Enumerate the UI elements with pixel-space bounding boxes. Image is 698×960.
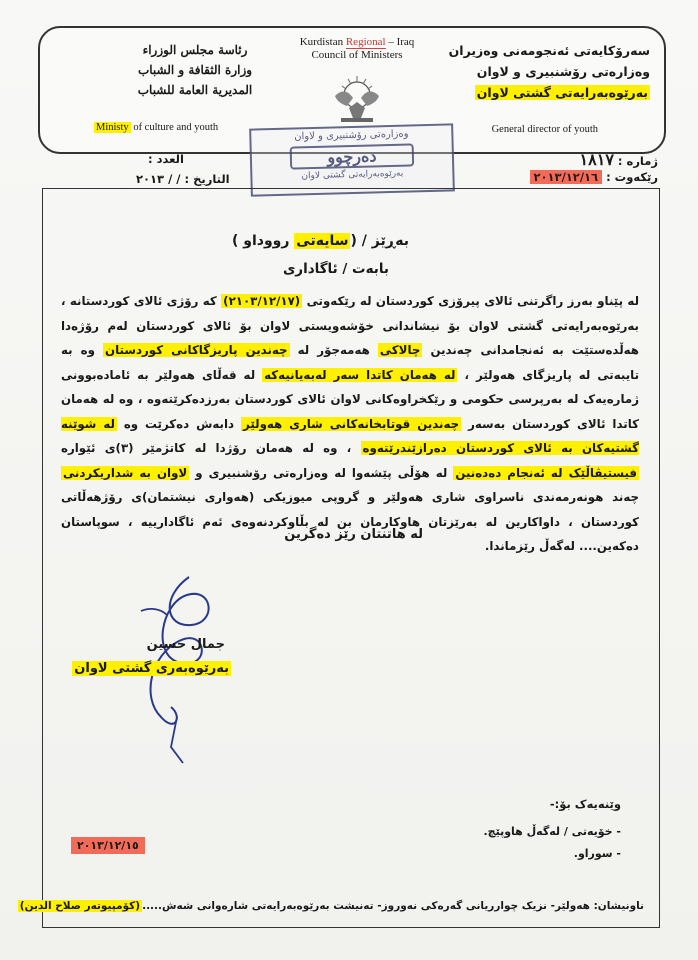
stamp-top: وەزارەتی رۆشنبیری و لاوان <box>294 128 409 143</box>
ar-date-row <box>136 172 230 186</box>
number-label: ژمارە : <box>617 154 658 168</box>
letterhead-arabic-line: رئاسة مجلس الوزراء <box>142 43 248 57</box>
outgoing-stamp <box>249 123 455 196</box>
recipient: بەڕێز / (سایەتی رووداو ) <box>231 233 409 249</box>
letter-body <box>19 188 660 928</box>
letterhead-region: Kurdistan Regional – Iraq <box>299 36 415 48</box>
ar-date-value: / / ٢٠١٣ <box>136 172 181 186</box>
letterhead-arabic-line: وزارة الثقافة و الشباب <box>137 63 253 77</box>
letterhead-arabic-line: المديرية العامة للشباب <box>137 83 253 97</box>
subject-line: بابەت / ئاگاداری <box>282 261 389 277</box>
letterhead-kurdish-line: وەزارەتی رۆشنبیری و لاوان <box>476 64 650 79</box>
ar-date-label: التاريخ : <box>184 172 230 186</box>
letterhead-kurdish-line: سەرۆکایەتی ئەنجومەنی وەزیران <box>448 43 650 58</box>
kurdistan-emblem-icon <box>329 66 385 124</box>
date-stamp: ٢٠١٣/١٢/١٥ <box>71 837 145 854</box>
letterhead-center <box>272 36 442 124</box>
cc-heading: وێنەیەک بۆ:- <box>549 797 621 811</box>
number-row <box>580 150 658 170</box>
letterhead-kurdish <box>440 40 650 103</box>
letterhead-arabic <box>110 40 280 100</box>
date-label: رێکەوت : <box>606 170 658 184</box>
letterhead-council: Council of Ministers <box>311 49 403 61</box>
letterhead-english-ministry: Ministy of culture and youth <box>96 122 219 133</box>
date-value: ٢٠١٣/١٢/١٦ <box>530 170 603 184</box>
list-item: - سوراو. <box>573 847 621 860</box>
date-row <box>530 170 659 184</box>
signatory-title: بەرێوەبەری گشتی لاوان <box>74 661 229 676</box>
cc-list <box>483 821 621 865</box>
footer-address: ناونیشان: هەولێر- نزیک چوارریانی گەرەکی نەوروز- تەنیشت بەرێوەبەرایەتی شارەوانی شەش.....(کۆمپیوتەر صلاح الدین) <box>19 900 644 912</box>
letterhead-english-director: General director of youth <box>491 124 598 135</box>
ar-number-label: العدد : <box>148 152 184 166</box>
letterhead-kurdish-line: بەرێوەبەرایەتی گشتی لاوان <box>476 85 648 100</box>
signatory-name: جمال حسین <box>146 637 225 652</box>
number-value: ١٨١٧ <box>579 152 614 169</box>
closing-regards: لە هاتنتان رێز دەگرین <box>284 527 423 542</box>
body-paragraph: لە پێناو بەرز راگرتنی ئالای پیرۆزی کوردستان لە رێکەوتی (٢١٠٣/١٢/١٧) کە رۆژی ئالای کوردستانە ، بەرێوەبەرایەتی گشتی لاوان بۆ نیشاندانی خۆشەویستی لاوان بۆ ئالای کوردستان لەم رۆژەدا هەڵدەستێت بە ئەنجامدانی چەندین چالاکی هەمەجۆر لە چەندین پاریزگاکانی کوردستان وە بە تایبەتی لە پاریزگای هەولێر ، لە هەمان کاتدا سەر لەبەیانیەکە لە قەڵای هەولێر بە ئامادەبوونی ژمارەیەک لە بەرپرسی حکومی و رێکخراوەکانی لاوان ئالای کوردستان بەرزدەکرێتەوە ، وە لە هەمان کاتدا ئالای کوردستان بەسەر چەندین قوتابخانەکانی شاری هەولێر دابەش دەکرێت وە لە شوێنە گشتیەکان بە ئالای کوردستان دەرازێندرێتەوە ، وە لە هەمان رۆژدا لە کاتژمێر (٣)ی ئێوارە فیستیڤاڵێک لە ئەنجام دەدەنین لە هۆڵی پێشەوا لە وەزارەتی رۆشنبیری و لاوان بە شداریکردنی چەند هونەرمەندی ناسراوی شاری هەولێر و گروپی میوزیکی (هەواری نیشتمان)ی رۆژهەڵاتی کوردستان ، داواکارین لە بەرێزتان هاوکارمان بن لە بڵاوکردنەوەی ئەم ئاگادارییە ، سوپاستان دەکەین.... لەگەڵ رێزماندا. <box>61 294 640 553</box>
stamp-middle: دەرچوو <box>290 143 415 169</box>
ar-number-row <box>148 152 184 166</box>
stamp-bottom: بەرێوەبەرایەتی گشتی لاوان <box>301 168 404 182</box>
list-item: - خۆیەتی / لەگەڵ هاوپێچ. <box>483 825 621 838</box>
